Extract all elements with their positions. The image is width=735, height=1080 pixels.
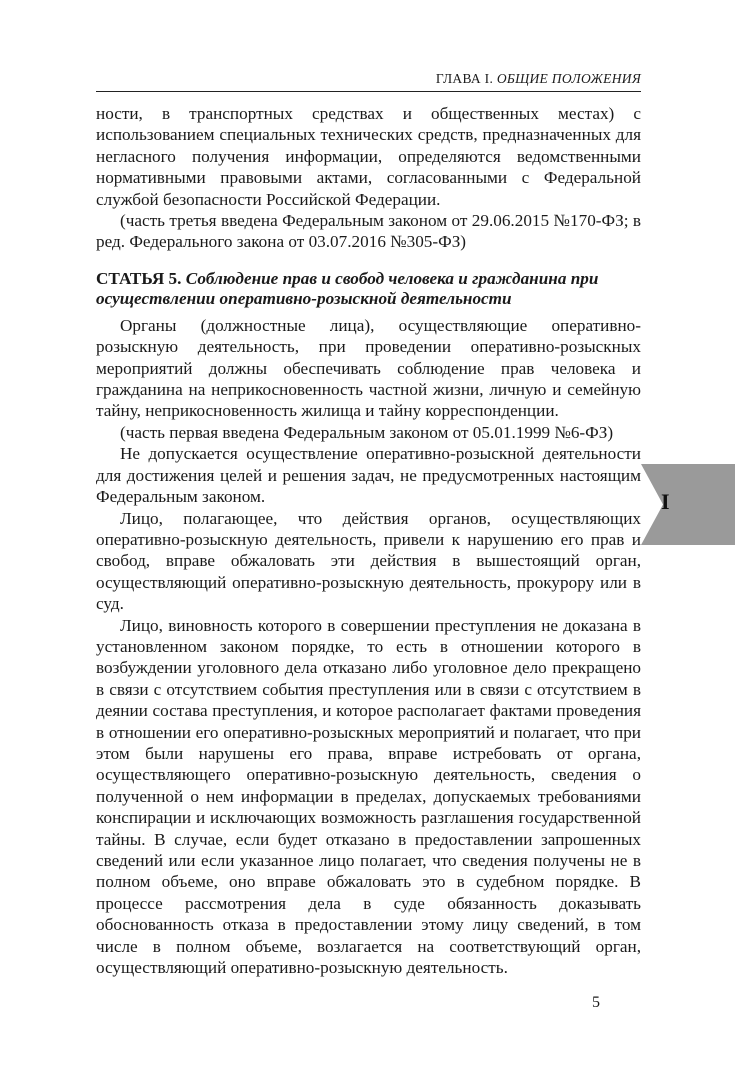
amendment-note: (часть первая введена Федеральным законом от 05.01.1999 №6-ФЗ) bbox=[120, 422, 614, 442]
article-heading bbox=[96, 269, 641, 310]
header-rule bbox=[96, 91, 641, 92]
paragraph: Органы (должностные лица), осуществляющие оперативно-розыскную деятельность, при проведении оперативно-розыскных мероприятий должны обеспечивать соблюдение прав человека и гражданина на неприкосновенность частной жизни, личную и семейную тайну, неприкосновенность жилища и тайну корреспонденции. bbox=[96, 315, 641, 421]
amendment-note: (часть третья введена Федеральным законом от 29.06.2015 №170-ФЗ; в ред. Федерального закона от 03.07.2016 №305-ФЗ) bbox=[96, 211, 641, 252]
paragraph: Лицо, виновность которого в совершении преступления не доказана в установленном законом порядке, то есть в отношении которого в возбуждении уголовного дела отказано либо уголовное дело прекращено в связи с отсутствием события преступления или в связи с отсутствием в деянии состава преступления, и которое располагает фактами проведения в отношении его оперативно-розыскных мероприятий и полагает, что при этом были нарушены его права, вправе истребовать от органа, осуществляющего оперативно-розыскную деятельность, сведения о полученной о нем информации в пределах, допускаемых требованиями конспирации и исключающих возможность разглашения государственной тайны. В случае, если будет отказано в предоставлении запрошенных сведений или если указанное лицо полагает, что сведения получены не в полном объеме, оно вправе обжаловать это в судебном порядке. В процессе рассмотрения дела в суде обязанность доказывать обоснованность отказа в предоставлении этому лицу сведений, в том числе в полном объеме, возлагается на соответствующий орган, осуществляющий оперативно-розыскную деятельность. bbox=[96, 615, 641, 978]
chapter-side-tab-label: I bbox=[661, 489, 670, 514]
article-title: Соблюдение прав и свобод человека и гражданина при осуществлении оперативно-розыскной деятельности bbox=[96, 268, 599, 309]
header-chapter: ГЛАВА I. bbox=[435, 71, 494, 86]
page-number: 5 bbox=[592, 994, 600, 1011]
page-body bbox=[96, 103, 641, 978]
chapter-side-tab bbox=[641, 464, 735, 545]
paragraph: Не допускается осуществление оперативно-розыскной деятельности для достижения целей и решения задач, не предусмотренных настоящим Федеральным законом. bbox=[96, 444, 641, 507]
header-chapter-title: ОБЩИЕ ПОЛОЖЕНИЯ bbox=[496, 71, 641, 86]
paragraph-continuation: ности, в транспортных средствах и общественных местах) с использованием специальных технических средств, предназначенных для негласного получения информации, определяются ведомственными нормативными правовыми актами, согласованными с Федеральной службой безопасности Российской Федерации. bbox=[96, 104, 641, 209]
article-number: СТАТЬЯ 5. bbox=[96, 268, 182, 288]
paragraph: Лицо, полагающее, что действия органов, осуществляющих оперативно-розыскную деятельность, привели к нарушению его прав и свобод, вправе обжаловать эти действия в вышестоящий орган, осуществляющий оперативно-розыскную деятельность, прокурору или в суд. bbox=[96, 508, 641, 614]
running-header bbox=[436, 71, 641, 87]
